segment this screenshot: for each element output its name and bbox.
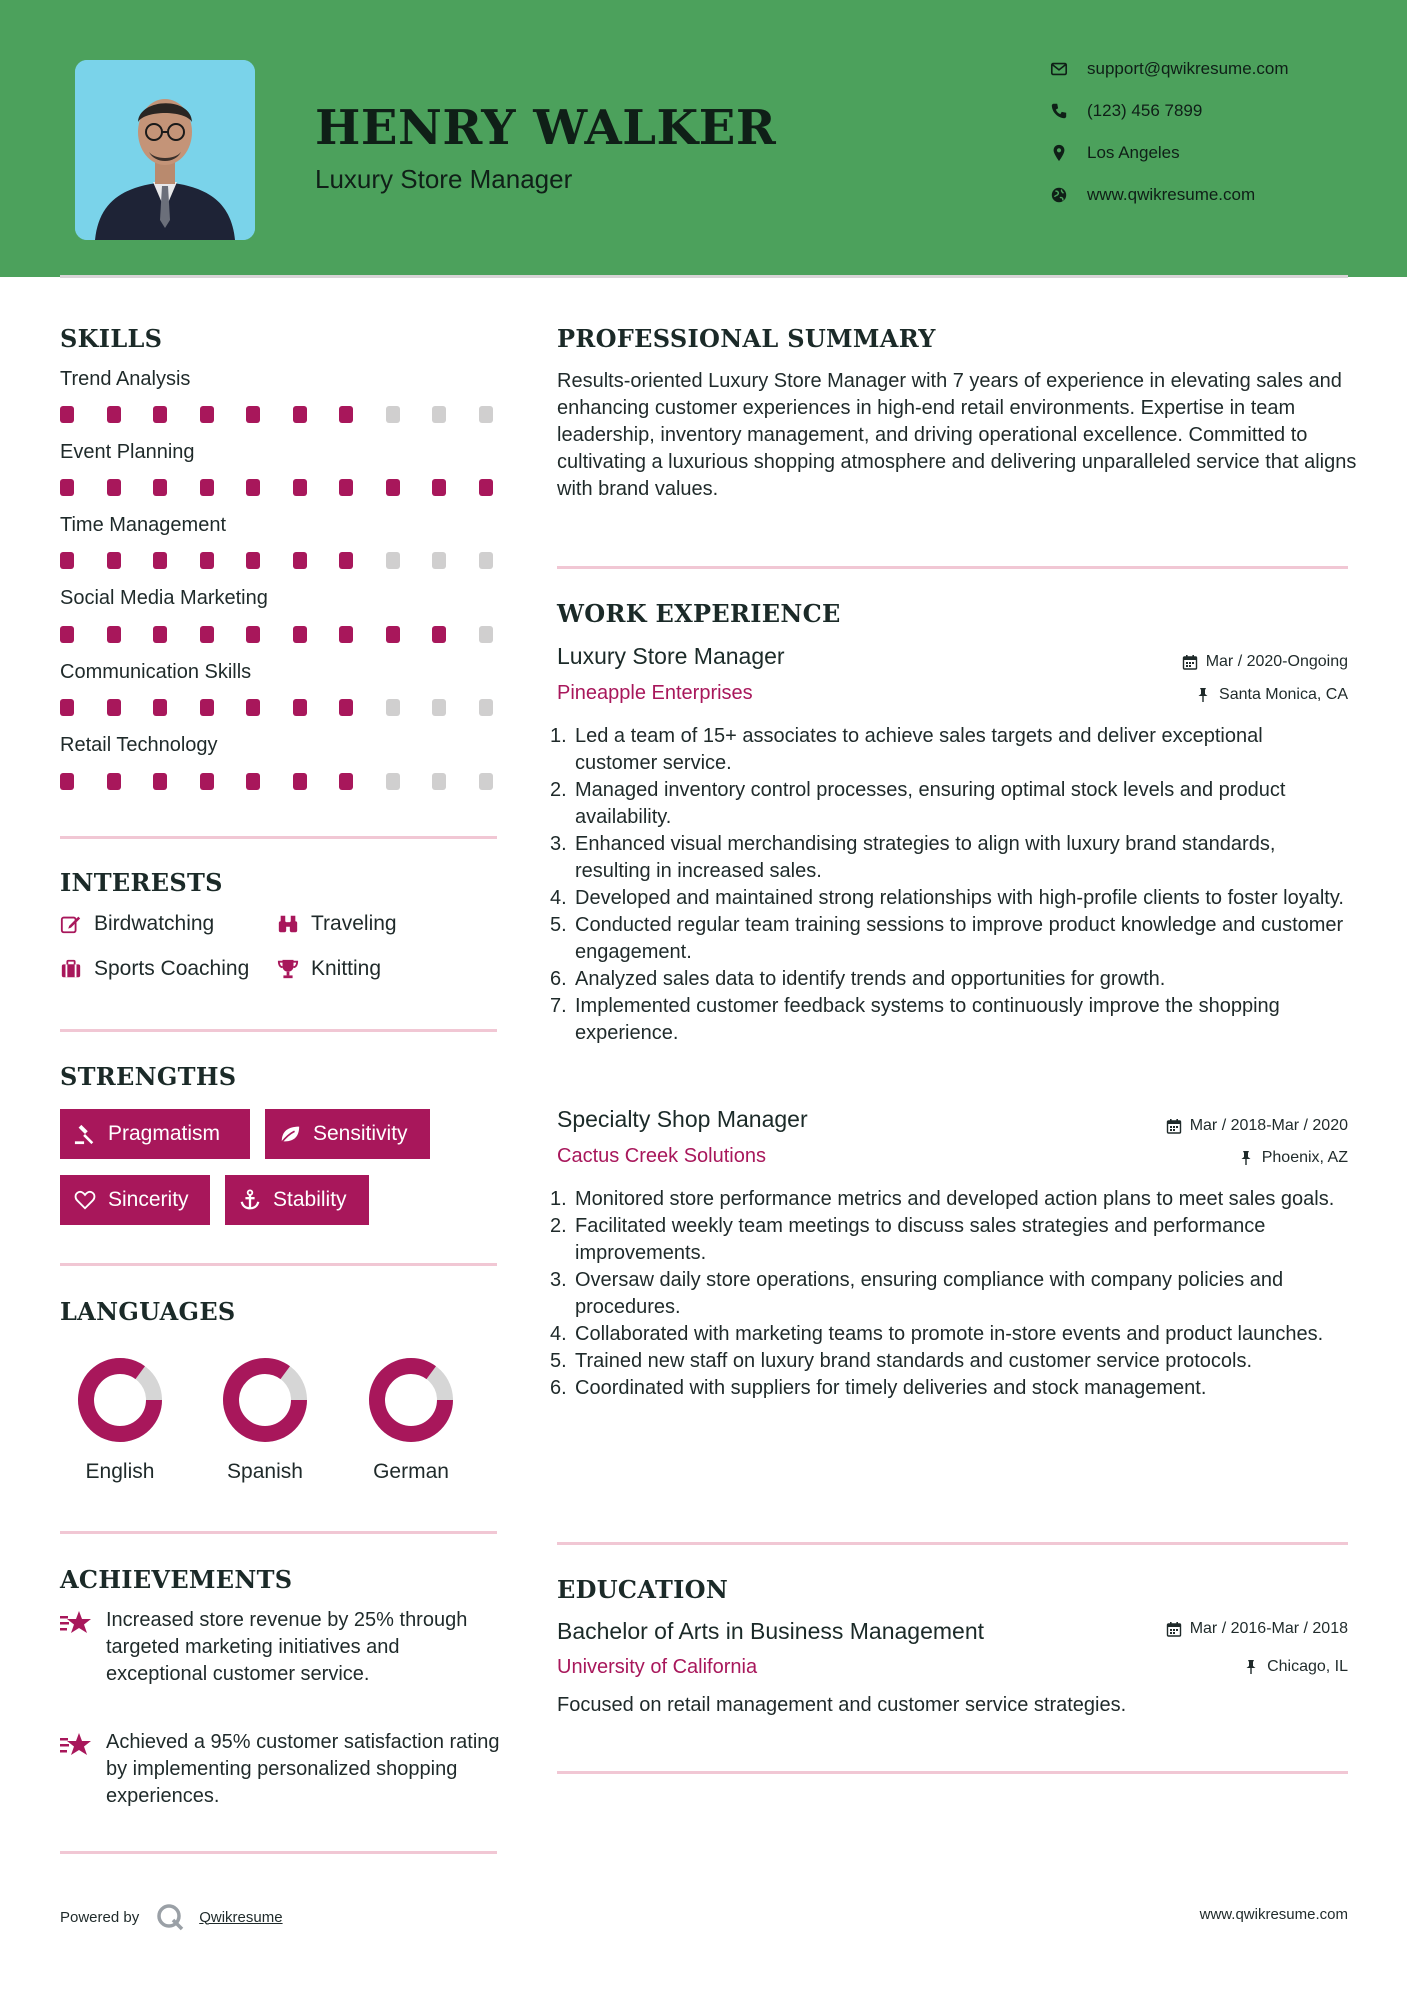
bullet-number: 3. — [550, 1269, 567, 1291]
bullet-number: 2. — [550, 1215, 567, 1237]
skill-dot-empty — [479, 552, 493, 569]
contact-website-text: www.qwikresume.com — [1087, 185, 1256, 204]
resume-header — [0, 0, 1407, 277]
skill-dot-filled — [339, 479, 353, 496]
skill-dot-filled — [200, 699, 214, 716]
job-bullets — [550, 1186, 1350, 1402]
skill-dot-filled — [246, 406, 260, 423]
summary-heading: PROFESSIONAL SUMMARY — [557, 324, 936, 353]
candidate-name: HENRY WALKER — [315, 100, 777, 156]
interest-label: Sports Coaching — [94, 957, 250, 980]
company-name: Cactus Creek Solutions — [557, 1145, 766, 1167]
skill-dot-filled — [60, 479, 74, 496]
section-divider — [557, 1771, 1348, 1774]
trophy-icon — [277, 958, 299, 980]
job-dates — [1166, 1117, 1348, 1135]
interest-item — [60, 912, 214, 936]
skill-dot-filled — [107, 479, 121, 496]
skill-dot-filled — [339, 626, 353, 643]
envelope-icon — [1050, 60, 1068, 78]
skill-rating — [60, 773, 500, 791]
skill-dot-empty — [479, 626, 493, 643]
interest-item — [60, 957, 249, 981]
contact-email-text: support@qwikresume.com — [1087, 59, 1289, 78]
language-ring — [75, 1355, 165, 1445]
job-bullet — [550, 1375, 1350, 1402]
contact-phone[interactable] — [1050, 101, 1380, 121]
skill-dot-filled — [432, 479, 446, 496]
anchor-icon — [239, 1189, 261, 1211]
job-bullet — [550, 723, 1350, 777]
interest-label: Traveling — [311, 912, 397, 935]
leaf-icon — [279, 1123, 301, 1145]
education-heading: EDUCATION — [557, 1575, 729, 1604]
job-bullet — [550, 1267, 1350, 1321]
skill-dot-filled — [479, 479, 493, 496]
contact-location — [1050, 143, 1380, 163]
skill-dot-empty — [386, 699, 400, 716]
calendar-icon — [1166, 1118, 1182, 1134]
education-description: Focused on retail management and customer service strategies. — [557, 1694, 1127, 1716]
skill-dot-filled — [200, 406, 214, 423]
school-name: University of California — [557, 1656, 758, 1678]
section-divider — [60, 1263, 497, 1266]
skill-dot-filled — [293, 773, 307, 790]
skill-dot-filled — [246, 699, 260, 716]
education-location — [1243, 1658, 1348, 1676]
skill-dot-filled — [107, 773, 121, 790]
bullet-number: 1. — [550, 1188, 567, 1210]
header-rule — [60, 275, 1348, 278]
skill-dot-filled — [293, 406, 307, 423]
language-name: German — [373, 1460, 449, 1483]
bullet-text: Conducted regular team training sessions to improve product knowledge and customer engagement. — [575, 914, 1344, 963]
language-name: Spanish — [227, 1460, 303, 1483]
skill-dot-filled — [60, 552, 74, 569]
skill-dot-filled — [200, 552, 214, 569]
bullet-number: 6. — [550, 1377, 567, 1399]
skill-dot-filled — [293, 699, 307, 716]
skill-dot-empty — [432, 773, 446, 790]
section-divider — [557, 566, 1348, 569]
job-location-text: Santa Monica, CA — [1219, 686, 1348, 703]
bullet-text: Implemented customer feedback systems to continuously improve the shopping experience. — [575, 995, 1280, 1044]
education-dates — [1166, 1620, 1348, 1638]
skill-dot-empty — [479, 406, 493, 423]
skill-dot-empty — [386, 406, 400, 423]
skill-rating — [60, 479, 500, 497]
job-bullet — [550, 777, 1350, 831]
star-icon — [60, 1609, 92, 1637]
pin-icon — [1243, 1659, 1259, 1675]
job-bullet — [550, 1348, 1350, 1375]
job-dates-text: Mar / 2020-Ongoing — [1205, 653, 1348, 670]
skill-dot-filled — [246, 773, 260, 790]
language-ring — [366, 1355, 456, 1445]
interest-label: Birdwatching — [94, 912, 215, 935]
bullet-number: 5. — [550, 1350, 567, 1372]
achievement-item — [60, 1607, 500, 1688]
job-title: Specialty Shop Manager — [557, 1106, 808, 1132]
job-bullet — [550, 1213, 1350, 1267]
strength-label: Pragmatism — [108, 1122, 221, 1145]
skill-dot-filled — [107, 552, 121, 569]
skill-dot-filled — [339, 773, 353, 790]
interest-label: Knitting — [311, 957, 382, 980]
experience-heading: WORK EXPERIENCE — [557, 599, 841, 628]
gavel-icon — [74, 1123, 96, 1145]
skill-dot-filled — [153, 406, 167, 423]
bullet-text: Trained new staff on luxury brand standards and customer service protocols. — [575, 1350, 1253, 1372]
bullet-number: 5. — [550, 914, 567, 936]
skill-name: Retail Technology — [60, 734, 218, 756]
job-dates-text: Mar / 2018-Mar / 2020 — [1189, 1117, 1348, 1134]
powered-by-text: Powered by — [60, 1908, 140, 1926]
achievement-text: Increased store revenue by 25% through targeted marketing initiatives and exceptional customer service. — [106, 1609, 468, 1685]
skill-name: Event Planning — [60, 441, 195, 463]
degree-title: Bachelor of Arts in Business Management — [557, 1618, 985, 1644]
interest-item — [277, 912, 397, 936]
section-divider — [557, 1542, 1348, 1545]
skill-dot-filled — [60, 699, 74, 716]
skill-dot-filled — [153, 626, 167, 643]
bullet-text: Managed inventory control processes, ensuring optimal stock levels and product availability. — [575, 779, 1286, 828]
contact-phone-text: (123) 456 7899 — [1087, 101, 1203, 120]
bullet-text: Developed and maintained strong relationships with high-profile clients to foster loyalty. — [575, 887, 1344, 909]
skill-dot-empty — [432, 406, 446, 423]
footer-url[interactable]: www.qwikresume.com — [1199, 1906, 1348, 1923]
skill-dot-empty — [386, 552, 400, 569]
skill-dot-filled — [246, 479, 260, 496]
skill-rating — [60, 699, 500, 717]
interests-heading: INTERESTS — [60, 868, 223, 897]
skill-dot-filled — [200, 626, 214, 643]
skill-dot-empty — [432, 552, 446, 569]
skill-rating — [60, 406, 500, 424]
map-marker-icon — [1050, 144, 1068, 162]
skills-heading: SKILLS — [60, 324, 163, 353]
skill-dot-filled — [200, 773, 214, 790]
bullet-number: 7. — [550, 995, 567, 1017]
skill-dot-filled — [153, 552, 167, 569]
skill-dot-filled — [153, 699, 167, 716]
bullet-number: 4. — [550, 887, 567, 909]
skill-dot-filled — [153, 773, 167, 790]
job-bullet — [550, 1186, 1350, 1213]
strength-label: Sincerity — [108, 1188, 189, 1211]
section-divider — [60, 1029, 497, 1032]
section-divider — [60, 1851, 497, 1854]
strength-tag — [225, 1175, 369, 1225]
star-icon — [60, 1731, 92, 1759]
language-ring — [220, 1355, 310, 1445]
skill-dot-filled — [293, 479, 307, 496]
contact-location-text: Los Angeles — [1087, 143, 1180, 162]
globe-icon — [1050, 186, 1068, 204]
job-bullet — [550, 831, 1350, 885]
bullet-number: 4. — [550, 1323, 567, 1345]
skill-name: Trend Analysis — [60, 368, 191, 390]
contact-email[interactable] — [1050, 59, 1380, 79]
skill-dot-filled — [107, 406, 121, 423]
skill-dot-filled — [386, 626, 400, 643]
skill-dot-empty — [479, 699, 493, 716]
qwikresume-logo-icon — [155, 1902, 185, 1932]
skill-rating — [60, 626, 500, 644]
skill-dot-filled — [339, 552, 353, 569]
bullet-number: 6. — [550, 968, 567, 990]
bullet-number: 1. — [550, 725, 567, 747]
skill-dot-filled — [293, 552, 307, 569]
bullet-text: Facilitated weekly team meetings to discuss sales strategies and performance improvements. — [575, 1215, 1266, 1264]
section-divider — [60, 1531, 497, 1534]
job-bullet — [550, 966, 1350, 993]
suitcase-icon — [60, 958, 82, 980]
powered-by — [60, 1902, 283, 1932]
summary-text: Results-oriented Luxury Store Manager with 7 years of experience in elevating sales and enhancing customer experiences in high-end retail environments. Expertise in team leadership, inventory management, and driving operational excellence. Committed to cultivating a luxurious shopping atmosphere and delivering unparalleled service that aligns with brand values. — [557, 370, 1357, 500]
bullet-number: 3. — [550, 833, 567, 855]
languages-heading: LANGUAGES — [60, 1297, 236, 1326]
edit-icon — [60, 913, 82, 935]
strength-tag — [60, 1175, 210, 1225]
skill-dot-filled — [432, 626, 446, 643]
calendar-icon — [1166, 1621, 1182, 1637]
job-location — [1238, 1149, 1348, 1167]
skill-name: Communication Skills — [60, 661, 252, 683]
pin-icon — [1195, 687, 1211, 703]
job-bullet — [550, 912, 1350, 966]
profile-photo — [75, 60, 255, 240]
skill-dot-filled — [153, 479, 167, 496]
job-location-text: Phoenix, AZ — [1261, 1149, 1348, 1166]
skill-dot-filled — [246, 552, 260, 569]
section-divider — [60, 836, 497, 839]
qwikresume-link[interactable]: Qwikresume — [199, 1908, 283, 1926]
pin-icon — [1238, 1150, 1254, 1166]
job-location — [1195, 686, 1348, 704]
bullet-text: Led a team of 15+ associates to achieve sales targets and deliver exceptional customer service. — [575, 725, 1263, 774]
bullet-text: Enhanced visual merchandising strategies to align with luxury brand standards, resulting in increased sales. — [575, 833, 1276, 882]
candidate-title: Luxury Store Manager — [315, 164, 573, 194]
calendar-icon — [1182, 654, 1198, 670]
achievements-heading: ACHIEVEMENTS — [60, 1565, 293, 1594]
strength-tag — [265, 1109, 430, 1159]
company-name: Pineapple Enterprises — [557, 682, 753, 704]
achievement-text: Achieved a 95% customer satisfaction rating by implementing personalized shopping experiences. — [106, 1731, 500, 1807]
skill-dot-filled — [200, 479, 214, 496]
job-bullet — [550, 885, 1350, 912]
interest-item — [277, 957, 381, 981]
heart-icon — [74, 1189, 96, 1211]
bullet-text: Oversaw daily store operations, ensuring compliance with company policies and procedures. — [575, 1269, 1284, 1318]
bullet-text: Coordinated with suppliers for timely deliveries and stock management. — [575, 1377, 1207, 1399]
skill-dot-filled — [60, 773, 74, 790]
education-dates-text: Mar / 2016-Mar / 2018 — [1189, 1620, 1348, 1637]
bullet-number: 2. — [550, 779, 567, 801]
job-bullet — [550, 993, 1350, 1047]
skill-dot-filled — [60, 406, 74, 423]
skill-name: Social Media Marketing — [60, 587, 268, 609]
skill-dot-filled — [246, 626, 260, 643]
skill-dot-filled — [107, 626, 121, 643]
job-title: Luxury Store Manager — [557, 643, 785, 669]
bullet-text: Analyzed sales data to identify trends and opportunities for growth. — [575, 968, 1166, 990]
skill-dot-filled — [339, 406, 353, 423]
job-bullet — [550, 1321, 1350, 1348]
achievement-item — [60, 1729, 500, 1810]
education-location-text: Chicago, IL — [1267, 1658, 1348, 1675]
skill-dot-filled — [293, 626, 307, 643]
strength-tag — [60, 1109, 250, 1159]
skill-rating — [60, 552, 500, 570]
language-name: English — [85, 1460, 155, 1483]
skill-dot-empty — [386, 773, 400, 790]
bullet-text: Monitored store performance metrics and developed action plans to meet sales goals. — [575, 1188, 1335, 1210]
strength-label: Sensitivity — [313, 1122, 408, 1145]
phone-icon — [1050, 102, 1068, 120]
strengths-heading: STRENGTHS — [60, 1062, 237, 1091]
contact-website[interactable] — [1050, 185, 1380, 205]
skill-name: Time Management — [60, 514, 226, 536]
skill-dot-empty — [432, 699, 446, 716]
skill-dot-filled — [386, 479, 400, 496]
strength-label: Stability — [273, 1188, 347, 1211]
job-bullets — [550, 723, 1350, 1047]
bullet-text: Collaborated with marketing teams to promote in-store events and product launches. — [575, 1323, 1324, 1345]
skill-dot-filled — [339, 699, 353, 716]
job-dates — [1182, 653, 1348, 671]
skill-dot-filled — [107, 699, 121, 716]
skill-dot-filled — [60, 626, 74, 643]
binoculars-icon — [277, 913, 299, 935]
skill-dot-empty — [479, 773, 493, 790]
